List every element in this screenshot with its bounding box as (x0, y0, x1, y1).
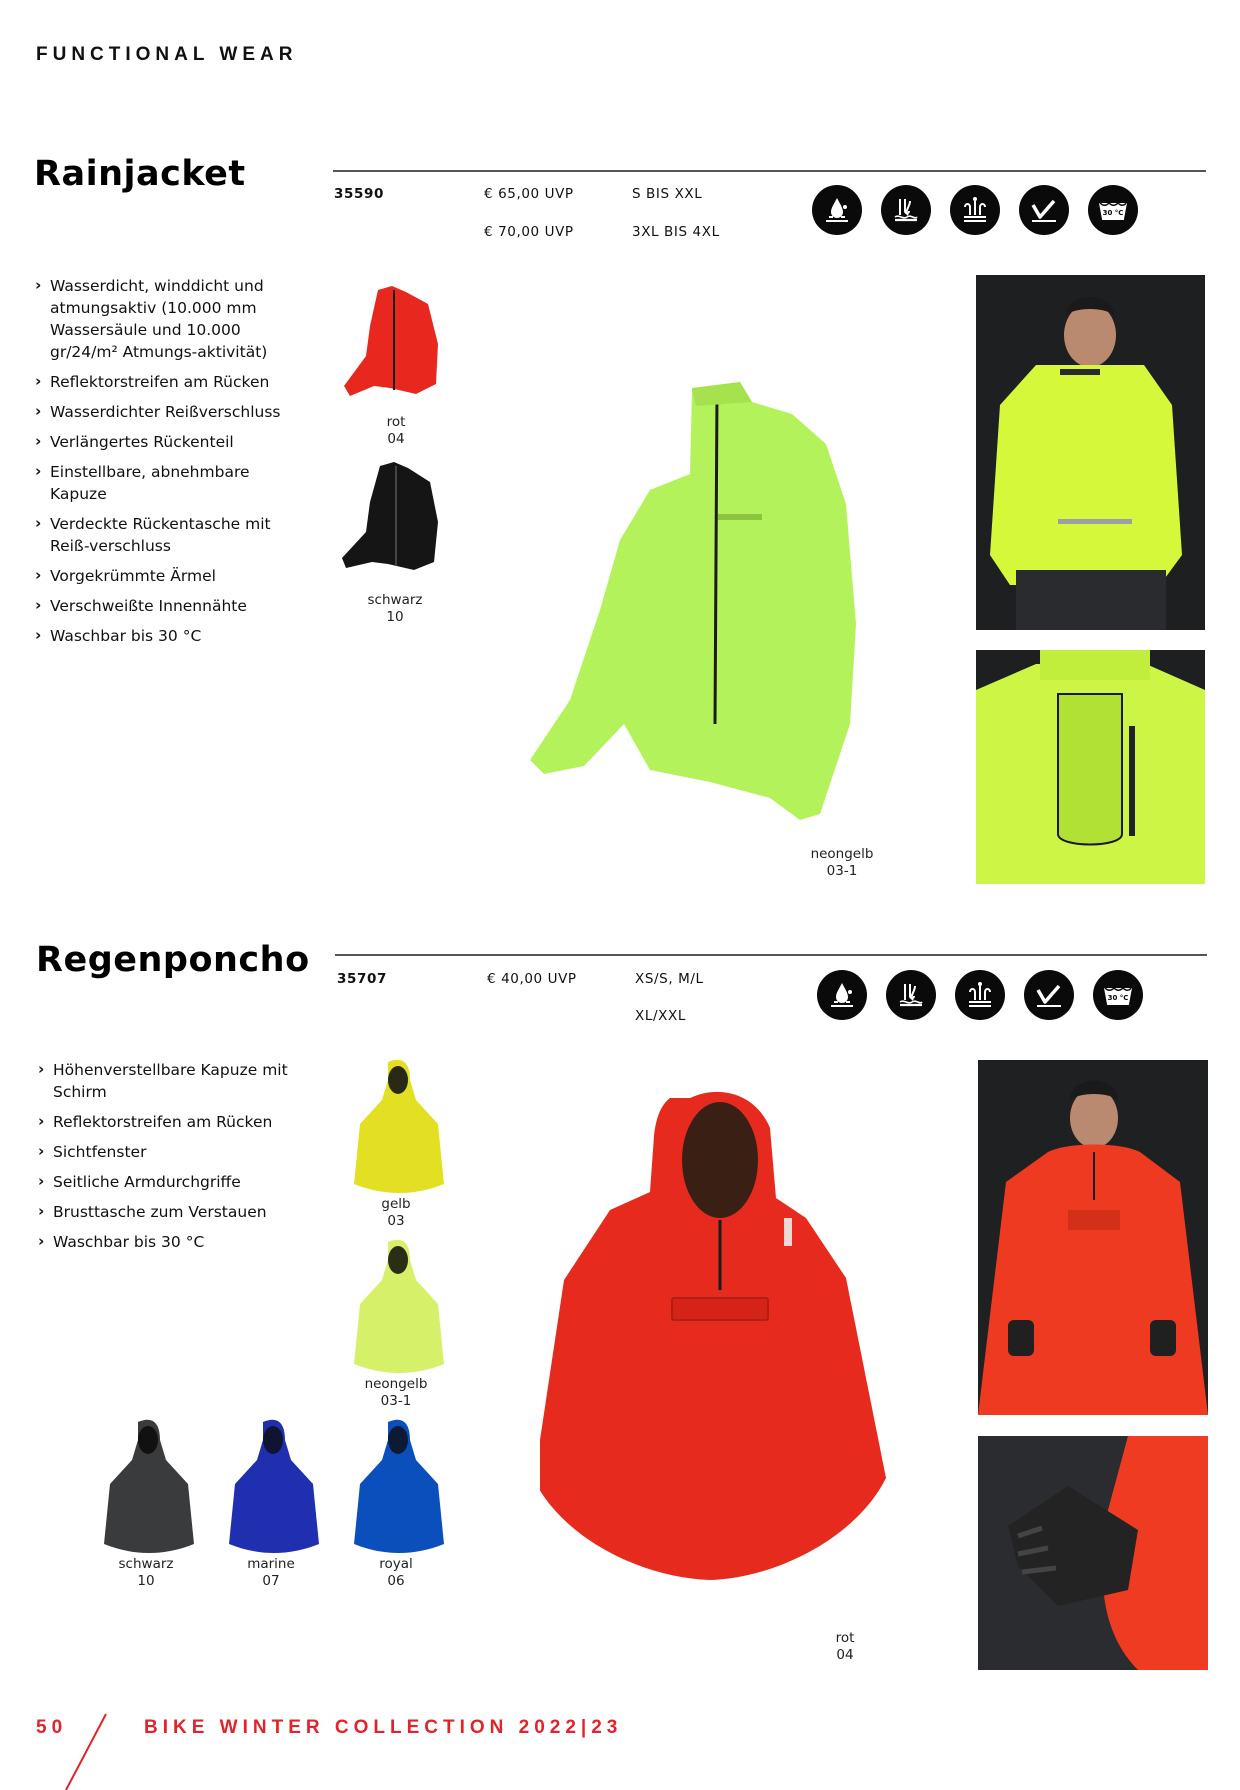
variant-code: 07 (262, 1573, 280, 1589)
variant-caption (358, 1376, 434, 1410)
feature-item: › Waschbar bis 30 °C (35, 625, 310, 647)
variant-name: neongelb (364, 1376, 428, 1392)
variant-caption (800, 846, 884, 880)
feature-item: › Waschbar bis 30 °C (38, 1231, 303, 1253)
feature-item: › Seitliche Armdurchgriffe (38, 1171, 303, 1193)
windproof-icon (886, 970, 936, 1020)
feature-item: › Sichtfenster (38, 1141, 303, 1163)
variant-caption (238, 1556, 304, 1590)
waterproof-icon (817, 970, 867, 1020)
variant-code: 06 (387, 1573, 405, 1589)
variant-code: 04 (387, 431, 405, 447)
variant-name: gelb (381, 1196, 411, 1212)
poncho-thumb-royal (350, 1418, 446, 1554)
rainjacket-size-2: 3XL BIS 4XL (632, 224, 720, 240)
section-label: FUNCTIONAL WEAR (36, 44, 298, 65)
reflective-icon (1019, 185, 1069, 235)
footer-slash (60, 1712, 112, 1790)
windproof-icon (881, 185, 931, 235)
rainjacket-back-photo (976, 275, 1205, 630)
page-number: 50 (36, 1717, 68, 1738)
regenponcho-glove-photo (978, 1436, 1208, 1670)
variant-caption (364, 1196, 428, 1230)
feature-item: › Wasserdicht, winddicht und atmungsaktiv (10.000 mm Wassersäule und 10.000 gr/24/m² Atmungs-aktivität) (35, 275, 310, 363)
variant-code: 03-1 (826, 863, 858, 879)
rainjacket-price-2: € 70,00 UVP (484, 224, 574, 240)
regenponcho-feature-list (38, 1059, 303, 1261)
rainjacket-article: 35590 (334, 186, 384, 202)
poncho-thumb-marine (225, 1418, 321, 1554)
variant-code: 03 (387, 1213, 405, 1229)
variant-code: 03-1 (380, 1393, 412, 1409)
rainjacket-title: Rainjacket (34, 154, 246, 194)
breathable-icon (950, 185, 1000, 235)
regenponcho-rule (335, 954, 1207, 956)
variant-caption (364, 1556, 428, 1590)
poncho-thumb-neongelb (350, 1238, 446, 1374)
feature-item: › Verdeckte Rückentasche mit Reiß-verschluss (35, 513, 310, 557)
reflective-icon (1024, 970, 1074, 1020)
variant-name: neongelb (810, 846, 874, 862)
washable-30-label: 30 °C (1107, 994, 1129, 1002)
feature-item: › Reflektorstreifen am Rücken (35, 371, 310, 393)
feature-item: › Einstellbare, abnehmbare Kapuze (35, 461, 310, 505)
collection-title: BIKE WINTER COLLECTION 2022|23 (144, 1717, 623, 1738)
jacket-main-neongelb (512, 380, 908, 820)
variant-name: schwarz (367, 592, 423, 608)
rainjacket-feature-list (35, 275, 310, 655)
feature-item: › Verschweißte Innennähte (35, 595, 310, 617)
regenponcho-size-2: XL/XXL (635, 1008, 686, 1024)
feature-item: › Verlängertes Rückenteil (35, 431, 310, 453)
poncho-thumb-schwarz (100, 1418, 196, 1554)
variant-name: schwarz (118, 1556, 174, 1572)
feature-item: › Wasserdichter Reißverschluss (35, 401, 310, 423)
variant-code: 10 (137, 1573, 155, 1589)
feature-item: › Reflektorstreifen am Rücken (38, 1111, 303, 1133)
waterproof-icon (812, 185, 862, 235)
variant-caption (362, 592, 428, 626)
rainjacket-price-1: € 65,00 UVP (484, 186, 574, 202)
regenponcho-price-1: € 40,00 UVP (487, 971, 577, 987)
variant-name: royal (379, 1556, 413, 1572)
breathable-icon (955, 970, 1005, 1020)
rainjacket-hood-photo (976, 650, 1205, 884)
feature-item: › Höhenverstellbare Kapuze mit Schirm (38, 1059, 303, 1103)
washable-30-icon (1093, 970, 1143, 1020)
regenponcho-front-photo (978, 1060, 1208, 1415)
poncho-main-rot (540, 1090, 904, 1604)
feature-item: › Brusttasche zum Verstauen (38, 1201, 303, 1223)
variant-caption (364, 414, 428, 448)
rainjacket-icon-row (812, 185, 1138, 235)
regenponcho-icon-row (817, 970, 1143, 1020)
washable-30-label: 30 °C (1102, 209, 1124, 217)
variant-caption (822, 1630, 868, 1664)
variant-name: rot (386, 414, 406, 430)
feature-item: › Vorgekrümmte Ärmel (35, 565, 310, 587)
variant-code: 10 (386, 609, 404, 625)
jacket-thumb-schwarz (336, 458, 454, 588)
regenponcho-size-1: XS/S, M/L (635, 971, 704, 987)
regenponcho-article: 35707 (337, 971, 387, 987)
variant-name: rot (835, 1630, 855, 1646)
washable-30-icon (1088, 185, 1138, 235)
rainjacket-size-1: S BIS XXL (632, 186, 703, 202)
rainjacket-rule (333, 170, 1206, 172)
regenponcho-title: Regenponcho (36, 940, 310, 980)
variant-name: marine (247, 1556, 295, 1572)
poncho-thumb-gelb (350, 1058, 446, 1194)
variant-code: 04 (836, 1647, 854, 1663)
jacket-thumb-rot (336, 282, 454, 410)
variant-caption (112, 1556, 180, 1590)
